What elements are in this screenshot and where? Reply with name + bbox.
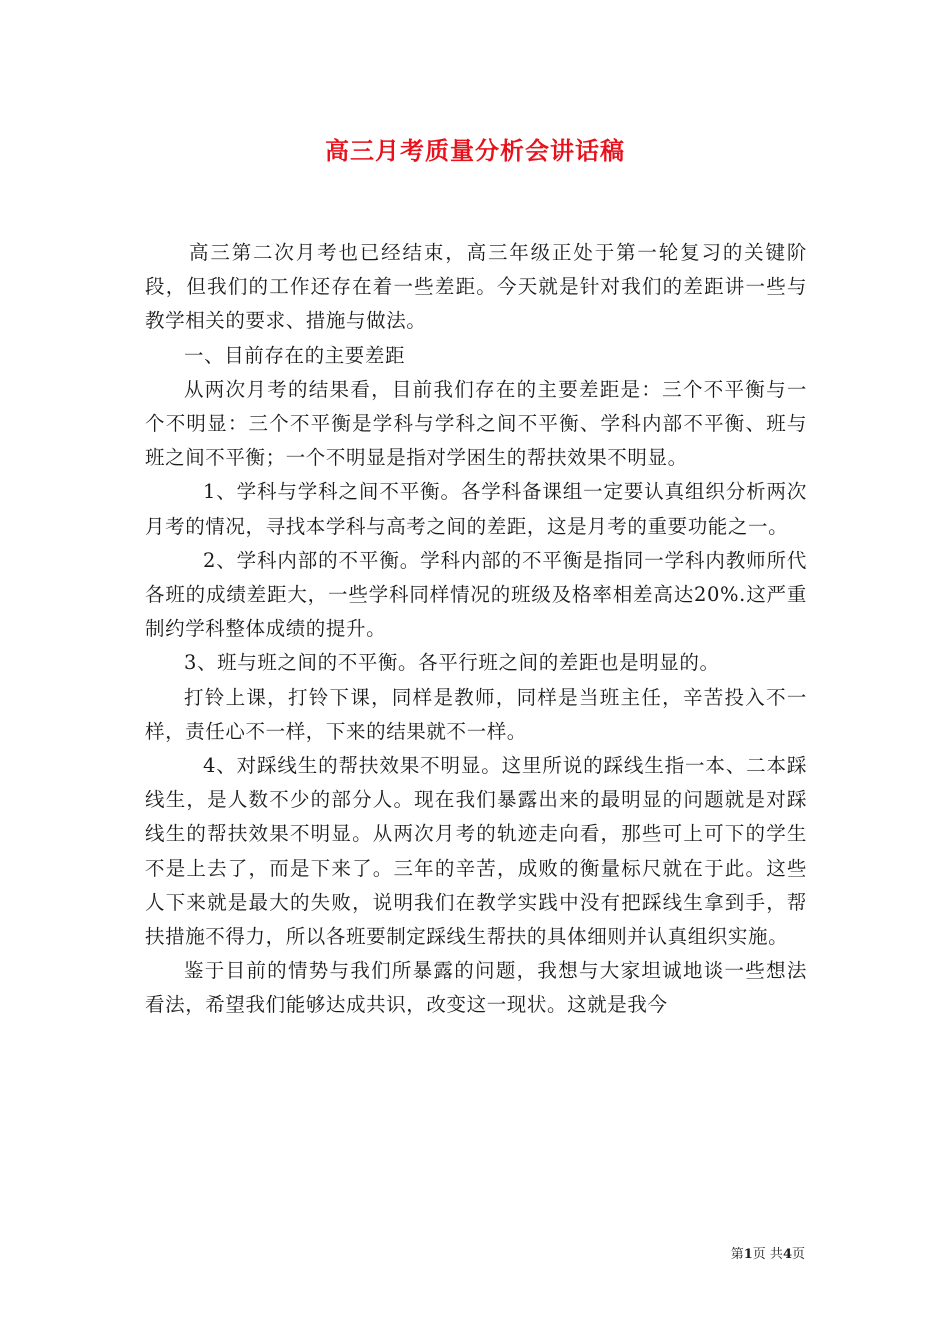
paragraph-summary: 从两次月考的结果看，目前我们存在的主要差距是：三个不平衡与一个不明显：三个不平衡是学科与学科之间不平衡、学科内部不平衡、班与班之间不平衡；一个不明显是指对学困生的帮扶效果不明显。 <box>145 377 807 470</box>
page-number-footer <box>731 1246 805 1264</box>
paragraph-item-1: 1、学科与学科之间不平衡。各学科备课组一定要认真组织分析两次月考的情况，寻找本学科与高考之间的差距，这是月考的重要功能之一。 <box>145 480 807 538</box>
paragraph-item-2: 2、学科内部的不平衡。学科内部的不平衡是指同一学科内教师所代各班的成绩差距大，一些学科同样情况的班级及格率相差高达20%.这严重制约学科整体成绩的提升。 <box>145 548 807 641</box>
paragraph-intro: 高三第二次月考也已经结束，高三年级正处于第一轮复习的关键阶段，但我们的工作还存在着一些差距。今天就是针对我们的差距讲一些与教学相关的要求、措施与做法。 <box>145 241 807 333</box>
footer-current-page: 1 <box>743 1247 753 1262</box>
footer-suffix: 页 <box>791 1247 805 1262</box>
document-title: 高三月考质量分析会讲话稿 <box>325 136 625 165</box>
paragraph-conclusion: 鉴于目前的情势与我们所暴露的问题，我想与大家坦诚地谈一些想法看法，希望我们能够达成共识，改变这一现状。这就是我今 <box>145 959 807 1017</box>
footer-total-pages: 4 <box>782 1247 792 1262</box>
footer-middle: 页 共 <box>752 1247 783 1262</box>
document-body <box>145 236 807 1023</box>
paragraph-item-4: 4、对踩线生的帮扶效果不明显。这里所说的踩线生指一本、二本踩线生，是人数不少的部分人。现在我们暴露出来的最明显的问题就是对踩线生的帮扶效果不明显。从两次月考的轨迹走向看，那些可上可下的学生不是上去了，而是下来了。三年的辛苦，成败的衡量标尺就在于此。这些人下来就是最大的失败，说明我们在教学实践中没有把踩线生拿到手，帮扶措施不得力，所以各班要制定踩线生帮扶的具体细则并认真组织实施。 <box>145 754 807 949</box>
footer-prefix: 第 <box>730 1247 744 1262</box>
paragraph-item-3: 3、班与班之间的不平衡。各平行班之间的差距也是明显的。 <box>184 651 720 675</box>
paragraph-class-note: 打铃上课，打铃下课，同样是教师，同样是当班主任，辛苦投入不一样，责任心不一样，下来的结果就不一样。 <box>145 685 807 743</box>
section-heading: 一、目前存在的主要差距 <box>184 343 406 367</box>
